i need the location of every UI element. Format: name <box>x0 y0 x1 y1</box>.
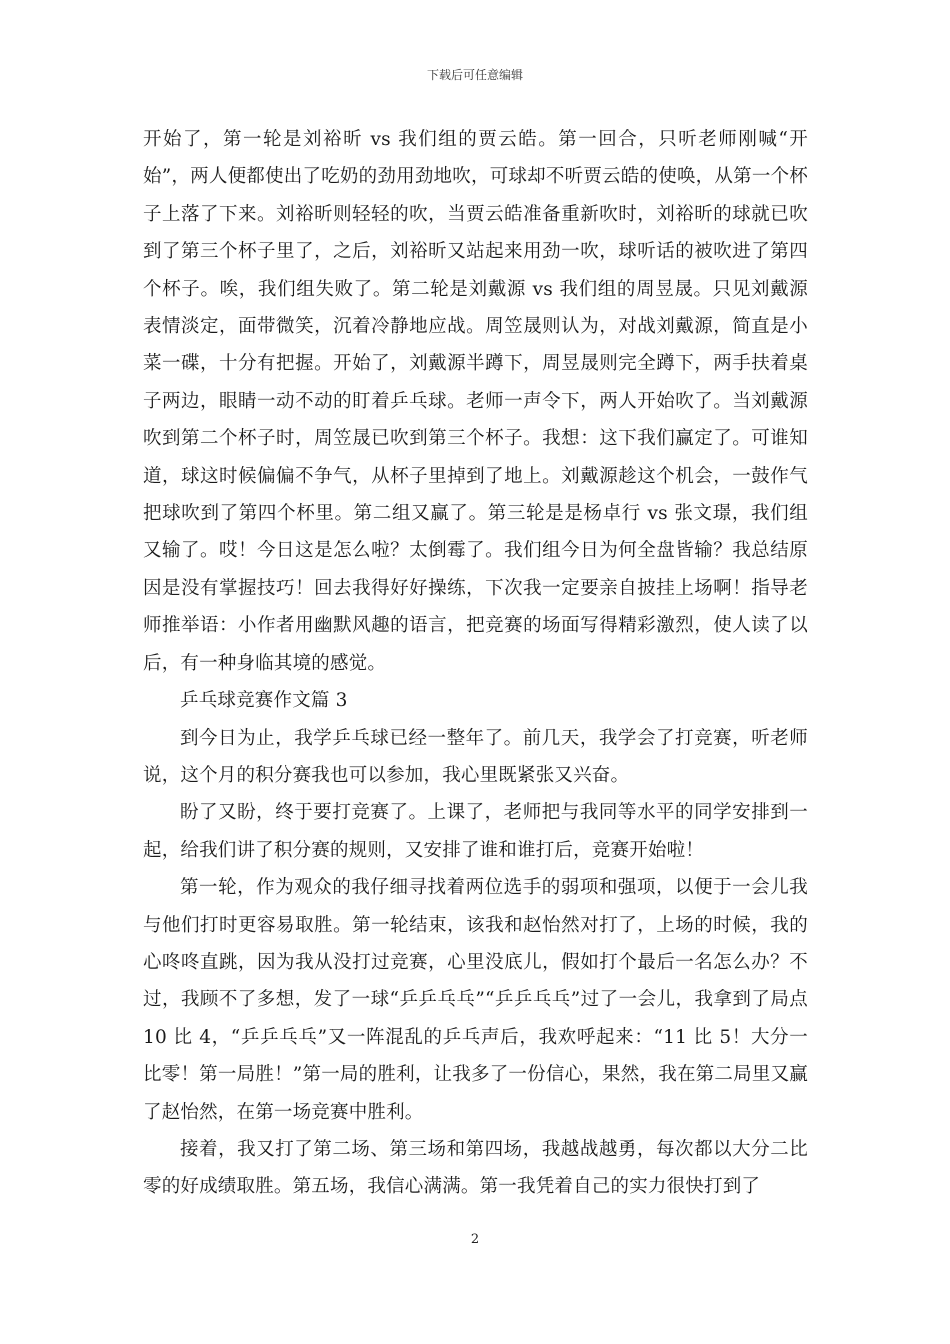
paragraph: 开始了，第一轮是刘裕昕 vs 我们组的贾云皓。第一回合，只听老师刚喊“开始”，两人便都使出了吃奶的劲用劲地吹，可球却不听贾云皓的使唤，从第一个杯子上落了下来。刘裕昕则轻轻的吹，当贾云皓准备重新吹时，刘裕昕的球就已吹到了第三个杯子里了，之后，刘裕昕又站起来用劲一吹，球听话的被吹进了第四个杯子。唉，我们组失败了。第二轮是刘戴源 vs 我们组的周昱晟。只见刘戴源表情淡定，面带微笑，沉着冷静地应战。周笠晟则认为，对战刘戴源，简直是小菜一碟，十分有把握。开始了，刘戴源半蹲下，周昱晟则完全蹲下，两手扶着桌子两边，眼睛一动不动的盯着乒乓球。老师一声令下，两人开始吹了。当刘戴源吹到第二个杯子时，周笠晟已吹到第三个杯子。我想：这下我们赢定了。可谁知道，球这时候偏偏不争气，从杯子里掉到了地上。刘戴源趁这个机会，一鼓作气把球吹到了第四个杯里。第二组又赢了。第三轮是是杨卓行 vs 张文璟，我们组又输了。哎！今日这是怎么啦？太倒霉了。我们组今日为何全盘皆输？我总结原因是没有掌握技巧！回去我得好好操练，下次我一定要亲自披挂上场啊！指导老师推举语：小作者用幽默风趣的语言，把竞赛的场面写得精彩激烈，使人读了以后，有一种身临其境的感觉。 <box>143 129 808 674</box>
section-heading: 乒乓球竞赛作文篇 3 <box>180 690 348 712</box>
header-note: 下载后可任意编辑 <box>426 68 523 82</box>
paragraph: 第一轮，作为观众的我仔细寻找着两位选手的弱项和强项，以便于一会儿我与他们打时更容易取胜。第一轮结束，该我和赵怡然对打了，上场的时候，我的心咚咚直跳，因为我从没打过竞赛，心里没底儿，假如打个最后一名怎么办？不过，我顾不了多想，发了一球“乒乒乓乓”“乒乒乓乓”过了一会儿，我拿到了局点 10 比 4，“乒乒乓乓”又一阵混乱的乒乓声后，我欢呼起来：“11 比 5！大分一比零！第一局胜！”第一局的胜利，让我多了一份信心，果然，我在第二局里又赢了赵怡然，在第一场竞赛中胜利。 <box>143 877 808 1123</box>
paragraph: 盼了又盼，终于要打竞赛了。上课了，老师把与我同等水平的同学安排到一起，给我们讲了积分赛的规则，又安排了谁和谁打后，竞赛开始啦！ <box>143 802 808 861</box>
document-body <box>143 121 808 1206</box>
paragraph: 到今日为止，我学乒乓球已经一整年了。前几天，我学会了打竞赛，听老师说，这个月的积分赛我也可以参加，我心里既紧张又兴奋。 <box>143 727 808 786</box>
page-number: 2 <box>470 1232 480 1247</box>
paragraph: 接着，我又打了第二场、第三场和第四场，我越战越勇，每次都以大分二比零的好成绩取胜。第五场，我信心满满。第一我凭着自己的实力很快打到了 <box>143 1138 808 1198</box>
